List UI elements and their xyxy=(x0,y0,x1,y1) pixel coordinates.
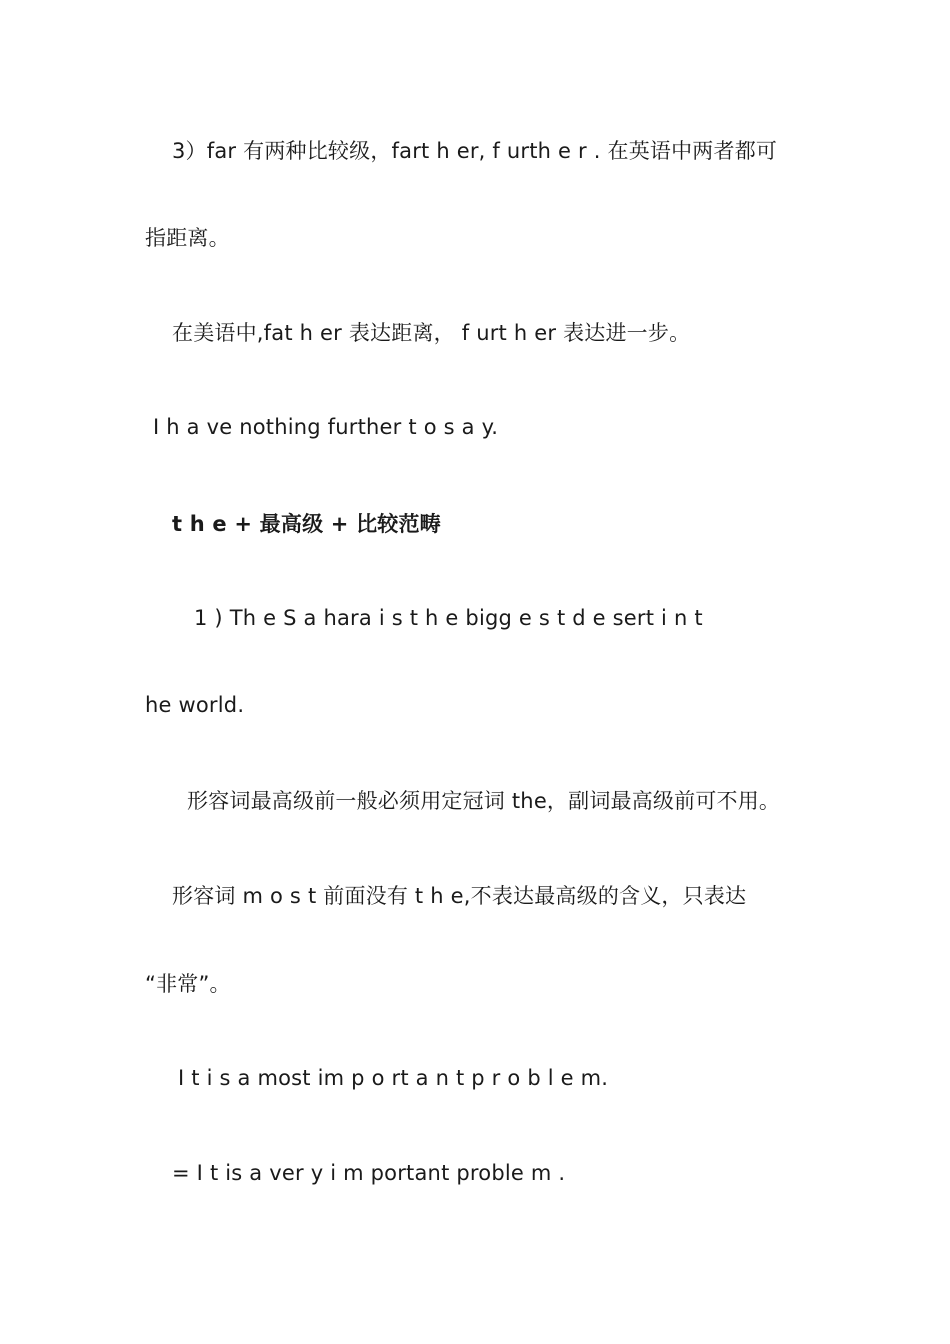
paragraph-most-meaning: “非常”。 xyxy=(145,972,231,996)
paragraph-far-continuation: 指距离。 xyxy=(145,226,230,250)
example-sentence-most-important: I t i s a most im p o rt a n t p r o b l e m. xyxy=(178,1066,609,1090)
section-heading-superlative: t h e + 最高级 + 比较范畴 xyxy=(172,512,441,536)
paragraph-definite-article-rule: 形容词最高级前一般必须用定冠词 the，副词最高级前可不用。 xyxy=(187,789,781,813)
paragraph-most-without-the: 形容词 m o s t 前面没有 t h e,不表达最高级的含义，只表达 xyxy=(172,884,747,908)
paragraph-american-usage: 在美语中,fat h er 表达距离， f urt h er 表达进一步。 xyxy=(172,321,691,345)
example-sentence-very-important: = I t is a ver y i m portant proble m . xyxy=(172,1161,566,1185)
example-sentence-sahara-continuation: he world. xyxy=(145,693,245,717)
paragraph-far-comparatives: 3）far 有两种比较级，fart h er, f urth e r . 在英语中两者都可 xyxy=(172,139,778,163)
example-sentence-further: I h a ve nothing further t o s a y. xyxy=(153,415,499,439)
example-sentence-sahara: 1 ) Th e S a hara i s t h e bigg e s t d e sert i n t xyxy=(194,606,703,630)
